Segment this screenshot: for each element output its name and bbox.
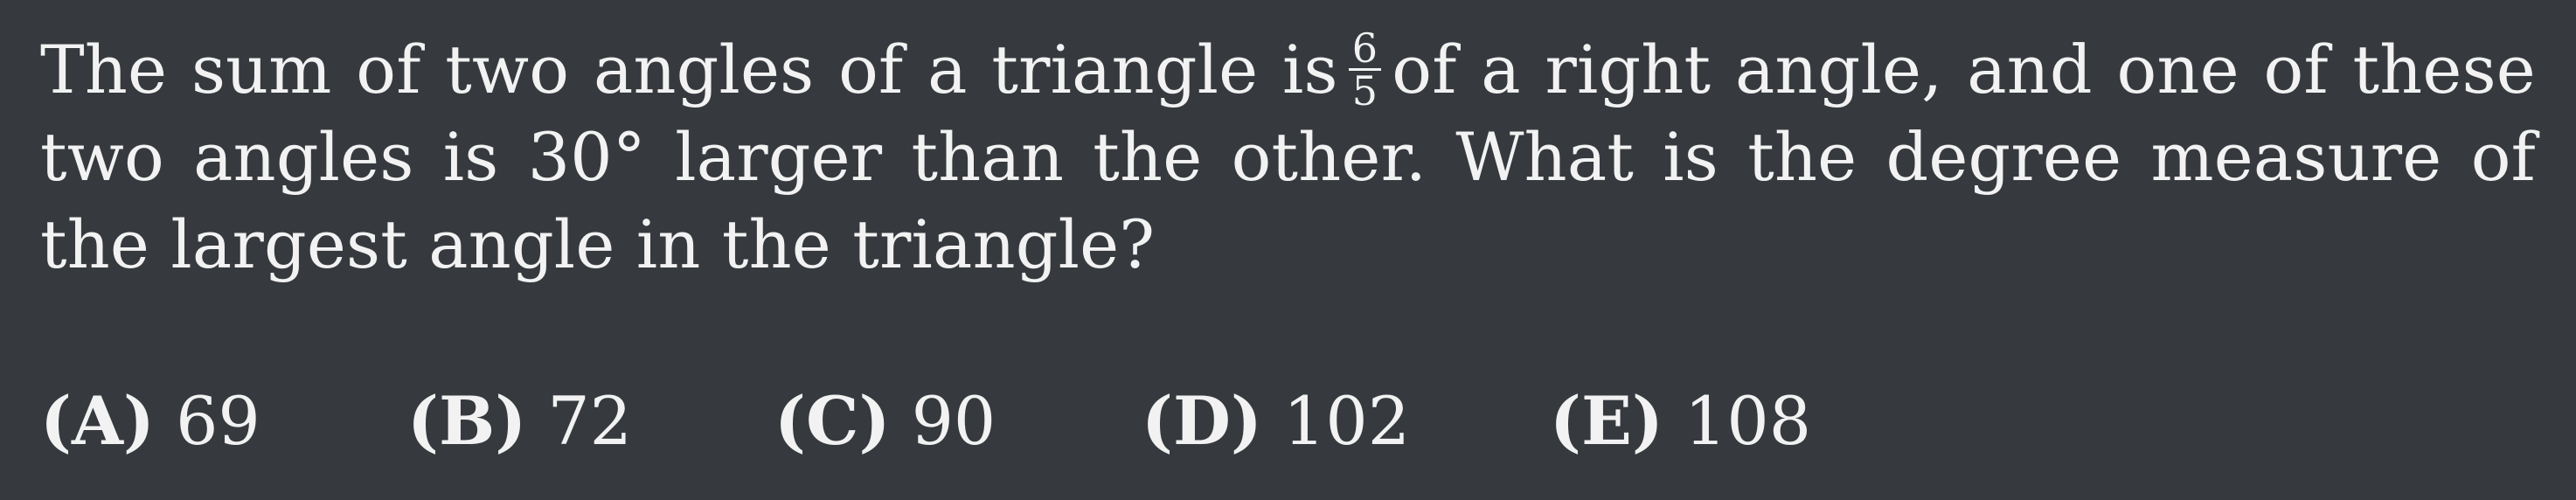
fraction-denominator: 5 — [1351, 67, 1378, 115]
choice-value: 108 — [1684, 382, 1812, 460]
fraction — [1349, 24, 1381, 115]
choice-letter: (C) — [774, 382, 891, 460]
choice-letter: (E) — [1550, 382, 1663, 460]
choice-c[interactable] — [774, 378, 996, 465]
problem-statement — [40, 26, 2536, 288]
choice-value: 102 — [1283, 382, 1411, 460]
choice-letter: (A) — [40, 382, 155, 460]
choice-letter: (B) — [407, 382, 527, 460]
choice-value: 69 — [176, 382, 260, 460]
problem-text-before: The sum of two angles of a triangle is — [40, 31, 1338, 108]
choice-value: 72 — [547, 382, 633, 460]
problem-text-after: of a right angle, and one of these two angles is 30° larger than the other. What is the degree measure of the largest angle in the triangle? — [40, 31, 2536, 283]
choice-d[interactable] — [1142, 378, 1410, 465]
choice-value: 90 — [911, 382, 996, 460]
choice-b[interactable] — [407, 378, 632, 465]
choice-letter: (D) — [1142, 382, 1262, 460]
choice-a[interactable] — [40, 378, 260, 465]
choice-e[interactable] — [1550, 378, 1811, 465]
fraction-numerator: 6 — [1349, 28, 1381, 71]
